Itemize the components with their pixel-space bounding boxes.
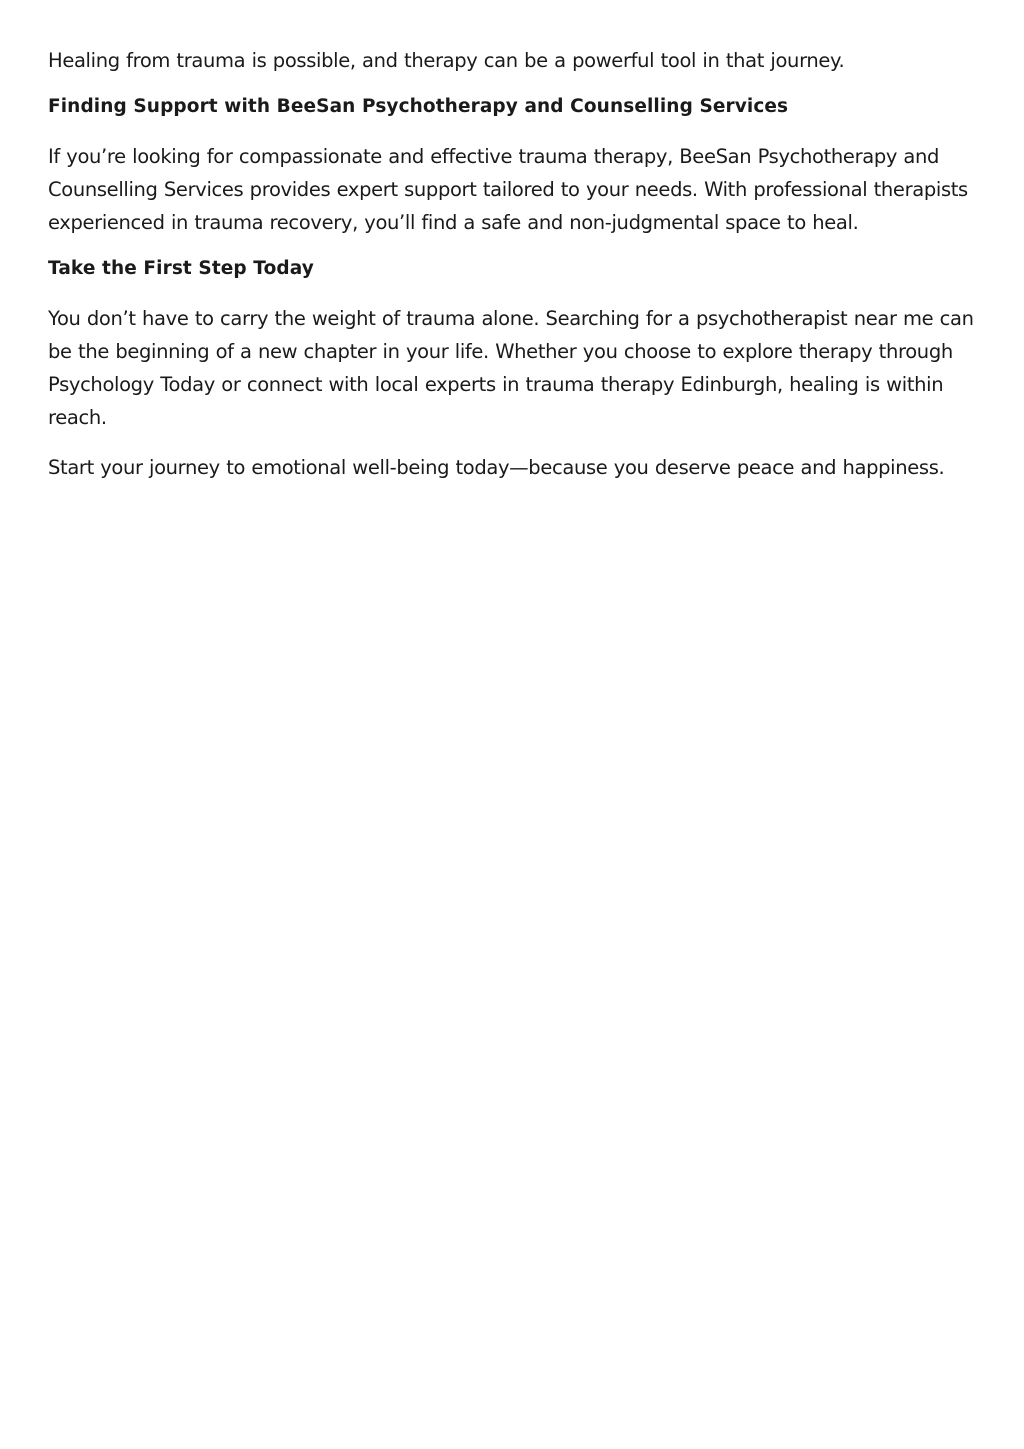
document-page [48, 44, 988, 484]
section-heading-finding-support: Finding Support with BeeSan Psychotherapy and Counselling Services [48, 96, 789, 117]
section-body-first-step: You don’t have to carry the weight of trauma alone. Searching for a psychotherapist near me can be the beginning of a new chapter in your life. Whether you choose to explore therapy through Psychology Today or connect with local experts in trauma therapy Edinburgh, healing is within reach. [48, 307, 974, 429]
intro-paragraph: Healing from trauma is possible, and therapy can be a powerful tool in that journey. [48, 49, 845, 72]
section-body-finding-support: If you’re looking for compassionate and effective trauma therapy, BeeSan Psychotherapy and Counselling Services provides expert support tailored to your needs. With professional therapists experienced in trauma recovery, you’ll find a safe and non-judgmental space to heal. [48, 145, 968, 234]
section-heading-first-step: Take the First Step Today [48, 258, 314, 279]
closing-paragraph: Start your journey to emotional well-being today—because you deserve peace and happiness. [48, 456, 945, 479]
